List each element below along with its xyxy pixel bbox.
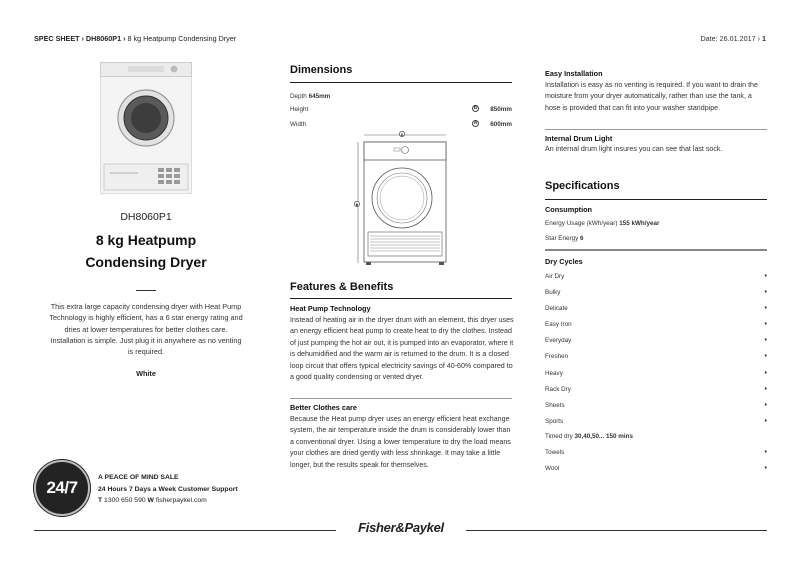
cycle-label: Rack Dry — [545, 386, 571, 393]
footer-rule-right — [466, 530, 767, 531]
product-description: This extra large capacity condensing dryer with Heat Pump Technology is highly efficient, has a 6 star energy rating and dries at lower temperatures for better clothes care. Installation is simple. Just plug it in anywhere as no venting is required. — [49, 302, 243, 357]
cycle-row — [545, 353, 767, 360]
feature-divider — [290, 398, 512, 399]
support-info — [98, 472, 238, 507]
energy-usage-value: 155 kWh/year — [619, 220, 660, 227]
features-rule — [290, 298, 512, 299]
star-energy-label: Star Energy — [545, 235, 579, 242]
cycle-row — [545, 321, 767, 328]
specifications-title: Specifications — [545, 180, 620, 192]
cycle-row — [545, 402, 767, 409]
width-value: 600mm — [490, 121, 512, 128]
bullet-icon: • — [764, 449, 767, 456]
page-number: 1 — [760, 34, 766, 43]
star-energy — [545, 235, 584, 242]
product-colour: White — [136, 369, 156, 378]
title-divider — [136, 290, 156, 291]
cycle-label: Easy Iron — [545, 321, 572, 328]
feature-text-installation: Installation is easy as no venting is required. If you want to drain the moisture from your dryer automatically, rather than use the tank, a hose is provided that can fit into your washer standpipe. — [545, 81, 758, 112]
timed-dry-label: Timed dry — [545, 433, 573, 440]
bullet-icon: • — [764, 370, 767, 377]
breadcrumb-bold: SPEC SHEET › DH8060P1 › — [34, 34, 126, 43]
dimensions-rule — [290, 82, 512, 83]
cycle-row — [545, 418, 767, 425]
website: fisherpaykel.com — [155, 497, 207, 504]
cycle-label: Towels — [545, 449, 565, 456]
product-title-line2: Condensing Dryer — [85, 254, 207, 270]
depth-row — [290, 93, 512, 100]
dimensions-title: Dimensions — [290, 64, 353, 76]
feature-text-drum-light: An internal drum light insures you can see that last sock. — [545, 145, 723, 153]
drawing-tag-b: B — [355, 202, 359, 207]
specifications-rule — [545, 199, 767, 200]
energy-usage — [545, 220, 659, 227]
feature-heading-installation: Easy Installation — [545, 69, 603, 78]
feature-heading-heat-pump: Heat Pump Technology — [290, 304, 371, 313]
height-label: Height — [290, 106, 309, 113]
phone-label: T — [98, 497, 103, 504]
width-label: Width — [290, 121, 307, 128]
height-marker-icon: B — [473, 105, 478, 111]
product-title — [34, 229, 258, 273]
timed-dry-row — [545, 433, 767, 440]
cycle-row — [545, 465, 767, 472]
bullet-icon: • — [764, 289, 767, 296]
cycle-label: Air Dry — [545, 273, 565, 280]
breadcrumb — [34, 34, 236, 43]
height-value: 850mm — [490, 106, 512, 113]
web-label: W — [147, 497, 154, 504]
bullet-icon: • — [764, 353, 767, 360]
support-line1: A PEACE OF MIND SALE — [98, 474, 179, 481]
cycle-label: Everyday — [545, 337, 572, 344]
cycle-label: Delicate — [545, 305, 568, 312]
bullet-icon: • — [764, 465, 767, 472]
product-title-line1: 8 kg Heatpump — [95, 232, 197, 248]
drawing-tag-a: A — [400, 132, 404, 137]
support-badge: 24/7 — [34, 460, 90, 516]
feature-text-clothes-care: Because the Heat pump dryer uses an energy efficient heat exchange system, the air temperature inside the drum is considerably lower than a conventional dryer. Using a lower temperature to dry the load means your clothes are dried gently with less shrinkage. It may take a little longer, but the results speak for themselves. — [290, 415, 511, 469]
dimension-drawing — [354, 128, 452, 268]
width-row — [290, 121, 512, 128]
product-model: DH8060P1 — [120, 211, 172, 223]
phone-number: 1300 650 590 — [104, 497, 146, 504]
star-energy-value: 6 — [580, 235, 584, 242]
width-marker-icon: A — [473, 120, 478, 126]
footer-rule-left — [34, 530, 336, 531]
depth-label: Depth — [290, 93, 307, 100]
feature-divider — [545, 129, 767, 130]
timed-dry-value: 30,40,50... 150 mins — [574, 433, 633, 440]
feature-text-heat-pump: Instead of heating air in the dryer drum with an element, this dryer uses an energy efficient heat pump to create heat to dry the clothes. Instead of just pumping the hot air out, it is pumped into an evaporator, where it is dehumidified and the warm air is returned to the drum. It is a closed loop circuit that offers typical electricity savings of 40-60% compared to a good quality condensing or vented dryer. — [290, 316, 514, 382]
bullet-icon: • — [764, 418, 767, 425]
bullet-icon: • — [764, 402, 767, 409]
cycle-label: Sheets — [545, 402, 565, 409]
cycle-row — [545, 273, 767, 280]
bullet-icon: • — [764, 273, 767, 280]
cycle-row — [545, 289, 767, 296]
cycle-row — [545, 449, 767, 456]
bullet-icon: • — [764, 337, 767, 344]
bullet-icon: • — [764, 305, 767, 312]
brand-logo: Fisher&Paykel — [358, 520, 444, 535]
consumption-heading: Consumption — [545, 205, 593, 214]
cycle-label: Bulky — [545, 289, 561, 296]
cycle-row — [545, 386, 767, 393]
support-line2: 24 Hours 7 Days a Week Customer Support — [98, 485, 238, 493]
date-label: Date: 26.01.2017 › — [700, 34, 760, 43]
dry-cycles-heading: Dry Cycles — [545, 257, 583, 266]
bullet-icon: • — [764, 386, 767, 393]
cycle-row — [545, 337, 767, 344]
product-image — [100, 62, 192, 194]
cycle-row — [545, 370, 767, 377]
cycle-label: Sports — [545, 418, 564, 425]
cycle-label: Freshen — [545, 353, 569, 360]
date-page — [700, 34, 766, 43]
cycle-row — [545, 305, 767, 312]
cycle-label: Heavy — [545, 370, 563, 377]
feature-heading-clothes-care: Better Clothes care — [290, 403, 357, 412]
depth-value: 645mm — [308, 93, 331, 100]
cycle-label: Wool — [545, 465, 560, 472]
feature-heading-drum-light: Internal Drum Light — [545, 134, 613, 143]
features-title: Features & Benefits — [290, 281, 394, 293]
bullet-icon: • — [764, 321, 767, 328]
breadcrumb-product: 8 kg Heatpump Condensing Dryer — [125, 34, 237, 43]
height-row — [290, 106, 512, 113]
spec-divider — [545, 249, 767, 251]
energy-usage-label: Energy Usage (kWh/year) — [545, 220, 618, 227]
